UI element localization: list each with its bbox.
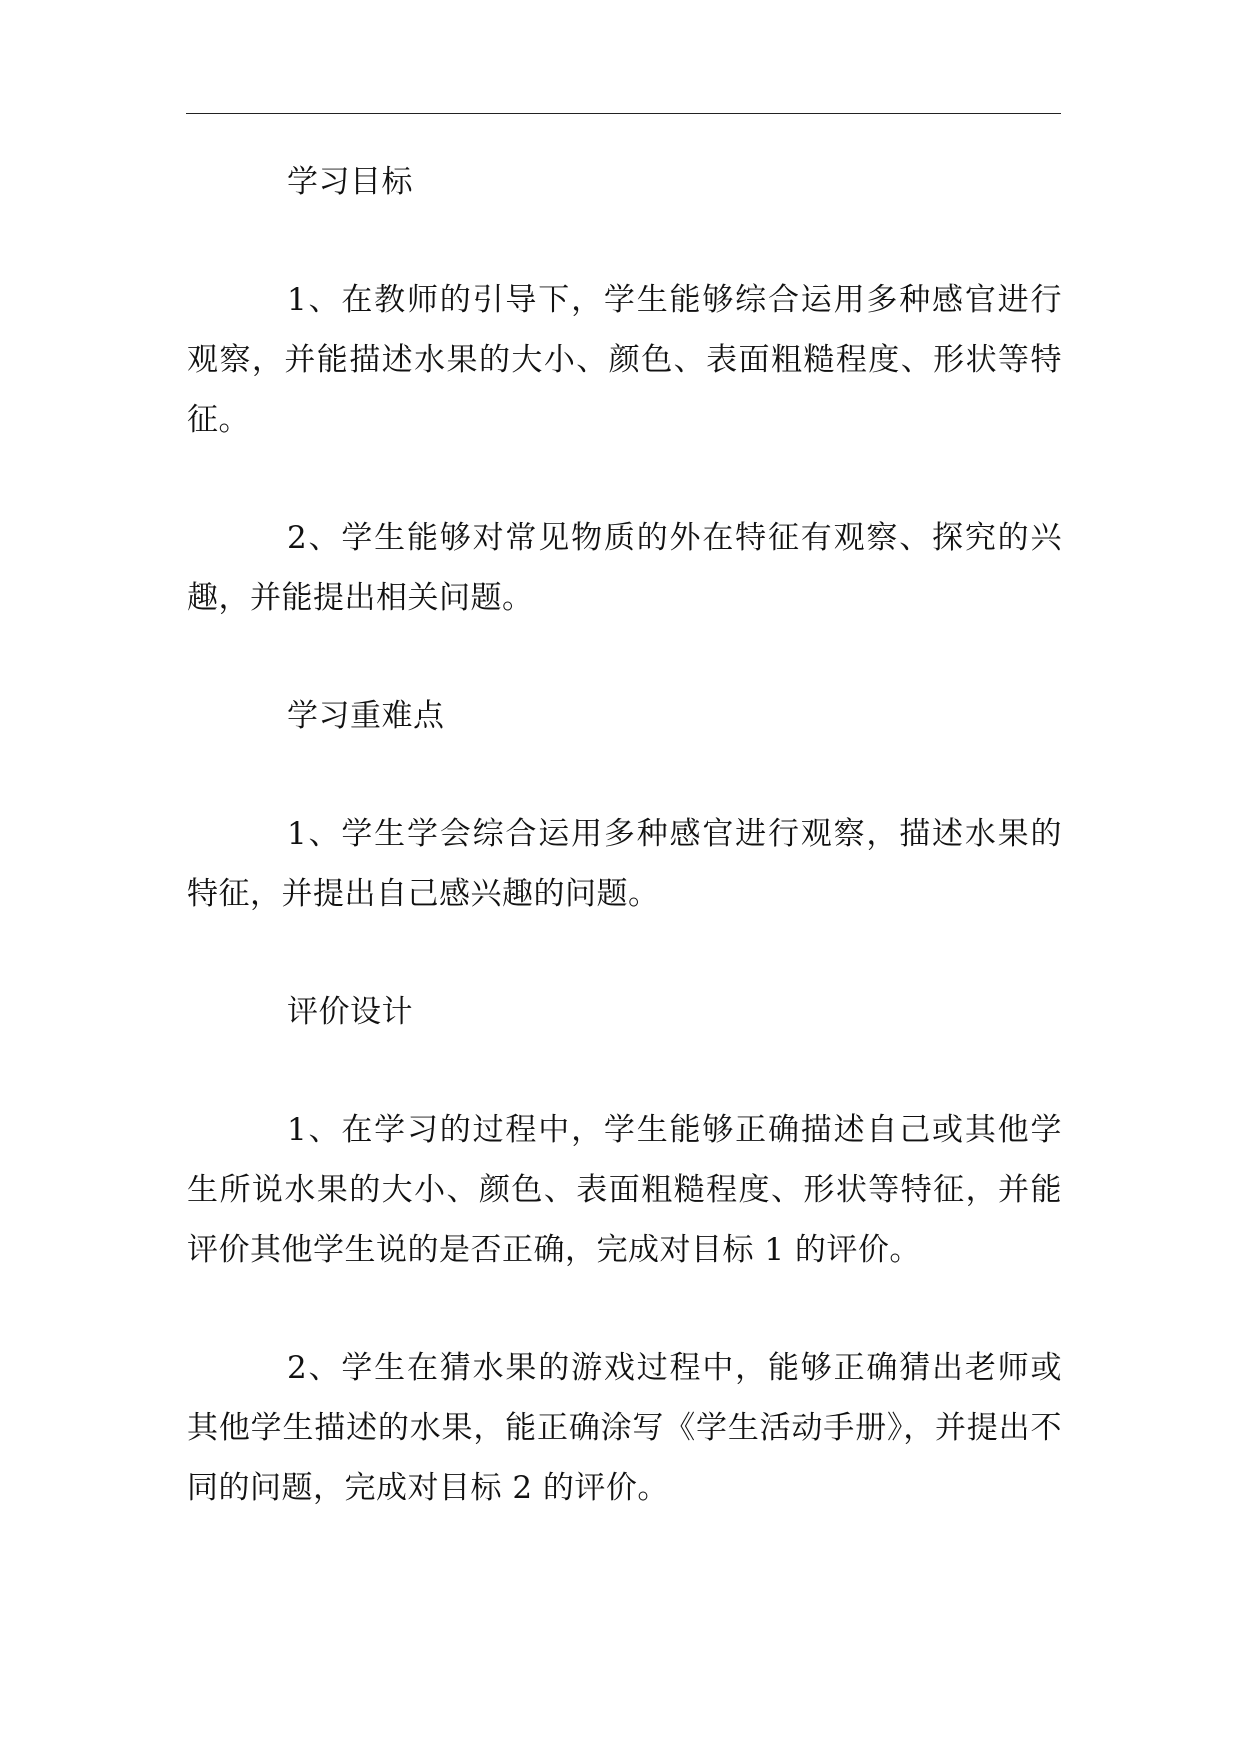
section-heading-key-points: 学习重难点: [287, 698, 445, 734]
paragraph: 1、在学习的过程中，学生能够正确描述自己或其他学生所说水果的大小、颜色、表面粗糙程度、形状等特征，并能评价其他学生说的是否正确，完成对目标 1 的评价。: [187, 1112, 1062, 1268]
section-heading-evaluation-design: 评价设计: [287, 994, 413, 1030]
section-heading-learning-goals: 学习目标: [287, 164, 413, 200]
paragraph: 2、学生在猜水果的游戏过程中，能够正确猜出老师或其他学生描述的水果，能正确涂写《学生活动手册》，并提出不同的问题，完成对目标 2 的评价。: [187, 1350, 1062, 1506]
paragraph: 2、学生能够对常见物质的外在特征有观察、探究的兴趣，并能提出相关问题。: [187, 520, 1062, 616]
header-rule: [186, 113, 1061, 114]
paragraph: 1、学生学会综合运用多种感官进行观察，描述水果的特征，并提出自己感兴趣的问题。: [187, 816, 1062, 912]
document-body: [187, 152, 1062, 1518]
paragraph: 1、在教师的引导下，学生能够综合运用多种感官进行观察，并能描述水果的大小、颜色、表面粗糙程度、形状等特征。: [187, 282, 1062, 438]
